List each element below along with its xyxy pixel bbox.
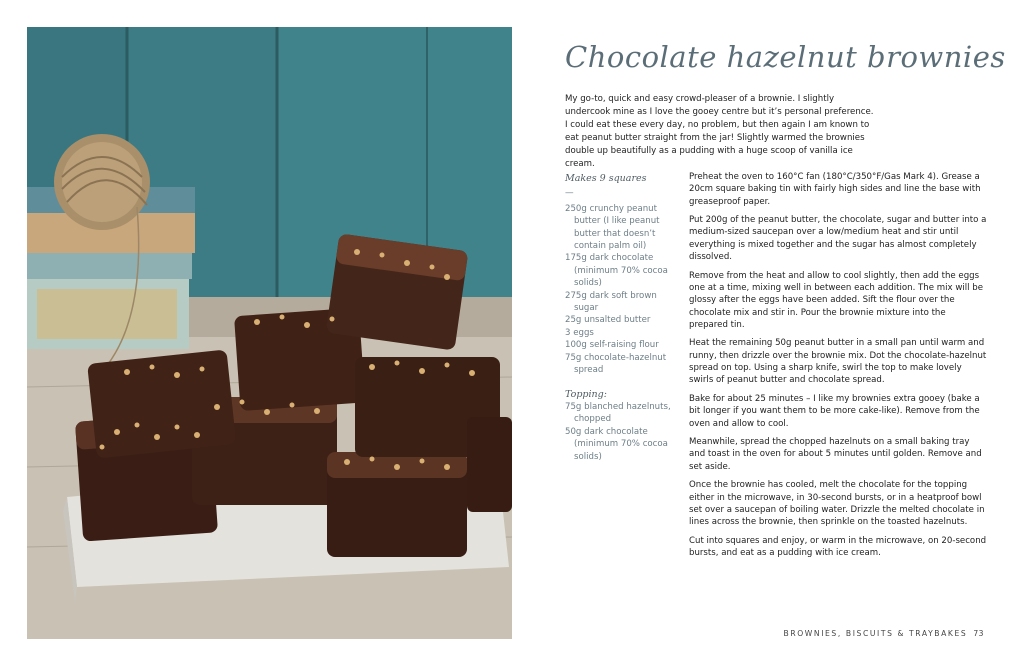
topping-item: 75g blanched hazelnuts, chopped [565, 401, 671, 425]
ingredient-item: 25g unsalted butter [565, 315, 651, 326]
recipe-intro: My go-to, quick and easy crowd-pleaser of a brownie. I slightly undercook mine as I love the gooey centre but it’s personal preference. I could eat these every day, no problem, but then again I am known to eat peanut butter straight from the jar! Slightly warmed the brownies double up beautifully as a pudding with a huge scoop of vanilla ice cream. [565, 94, 874, 169]
method-step: Cut into squares and enjoy, or warm in the microwave, on 20-second bursts, and eat as a pudding with ice cream. [689, 535, 987, 559]
ingredient-item: 275g dark soft brown sugar [565, 290, 657, 314]
ingredient-item: 175g dark chocolate (minimum 70% cocoa solids) [565, 253, 668, 289]
page-footer [784, 629, 984, 638]
brownies-photo [27, 27, 512, 639]
method-step: Once the brownie has cooled, melt the chocolate for the topping either in the microwave, in 30-second bursts, or in a heatproof bowl set over a saucepan of boiling water. Drizzle the melted chocolate in lines across the brownie, then sprinkle on the toasted hazelnuts. [689, 480, 985, 528]
topping-heading: Topping: [565, 388, 607, 400]
ingredient-item: 250g crunchy peanut butter (I like peanut butter that doesn’t contain palm oil) [565, 203, 660, 252]
method-step: Bake for about 25 minutes – I like my brownies extra gooey (bake a bit longer if you want them to be more cake-like). Remove from the oven and allow to cool. [689, 393, 980, 429]
recipe-title: Chocolate hazelnut brownies [565, 40, 1006, 74]
ingredients-column [565, 173, 675, 463]
topping-item: 50g dark chocolate (minimum 70% cocoa solids) [565, 426, 668, 462]
ingredient-item: 75g chocolate-hazelnut spread [565, 352, 667, 376]
section-name: BROWNIES, BISCUITS & TRAYBAKES [783, 629, 968, 638]
method-step: Meanwhile, spread the chopped hazelnuts on a small baking tray and toast in the oven for about 5 minutes until golden. Remove and set aside. [689, 437, 982, 472]
ingredient-item: 3 eggs [565, 327, 594, 338]
method-step: Heat the remaining 50g peanut butter in a small pan until warm and runny, then drizzle over the brownie mix. Dot the chocolate-hazelnut spread on top. Using a sharp knife, swirl the top to make lovely swirls of peanut butter and chocolate spread. [689, 338, 987, 386]
method-step: Put 200g of the peanut butter, the chocolate, sugar and butter into a medium-sized saucepan over a low/medium heat and stir until everything is mixed together and the sugar has almost completely dissolved. [689, 215, 987, 263]
makes-heading: Makes 9 squares [565, 173, 647, 184]
method-column [689, 171, 987, 566]
method-step: Preheat the oven to 160°C fan (180°C/350°F/Gas Mark 4). Grease a 20cm square baking tin with fairly high sides and line the base with greaseproof paper. [689, 172, 981, 207]
page-number: 73 [973, 629, 984, 638]
ingredients-divider: — [565, 188, 574, 199]
method-step: Remove from the heat and allow to cool slightly, then add the eggs one at a time, mixing well in between each addition. The mix will be glossy after the eggs have been added. Sift the flour over the chocolate mix and stir in. Pour the brownie mixture into the prepared tin. [689, 270, 984, 330]
ingredient-item: 100g self-raising flour [565, 340, 659, 351]
